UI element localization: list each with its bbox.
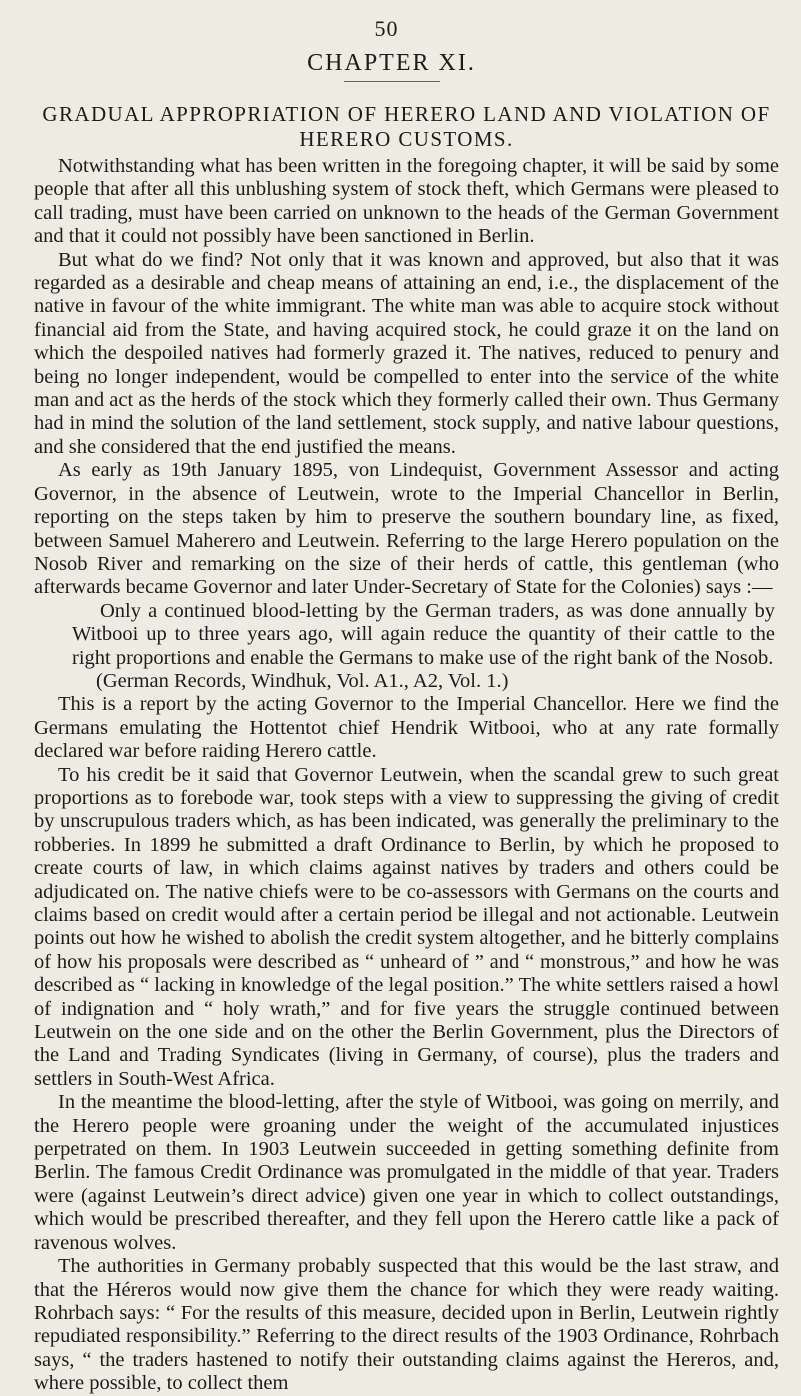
paragraph: In the meantime the blood-letting, after the style of Witbooi, was going on merrily, and the Herero people were groaning under the weight of the accumulated injustices perpetrated on them. In 1903 Leutwein succeeded in getting something definite from Berlin. The famous Credit Ordinance was promulgated in the middle of that year. Traders were (against Leutwein’s direct advice) given one year in which to collect outstandings, which would be prescribed thereafter, and they fell upon the Herero cattle like a pack of ravenous wolves.	[34, 1091, 779, 1254]
paragraph: The authorities in Germany probably suspected that this would be the last straw, and that the Héreros would now give them the chance for which they were ready waiting. Rohrbach says: “ For the results of this measure, decided upon in Berlin, Leutwein rightly repudiated responsibility.” Referring to the direct results of the 1903 Ordinance, Rohrbach says, “ the traders hastened to notify their outstanding claims against the Hereros, and, where possible, to collect them	[34, 1255, 779, 1395]
quote-citation: (German Records, Windhuk, Vol. A1., A2, Vol. 1.)	[96, 669, 509, 692]
paragraph: This is a report by the acting Governor to the Imperial Chancellor. Here we find the Germans emulating the Hottentot chief Hendrik Witbooi, who at any rate formally declared war before raiding Herero cattle.	[34, 693, 779, 763]
block-quote	[34, 600, 779, 670]
body-text	[34, 155, 779, 1396]
paragraph: As early as 19th January 1895, von Lindequist, Government Assessor and acting Governor, in the absence of Leutwein, wrote to the Imperial Chancellor in Berlin, reporting on the steps taken by him to preserve the southern boundary line, as fixed, between Samuel Maherero and Leutwein. Referring to the large Herero population on the Nosob River and remarking on the size of their herds of cattle, this gentleman (who afterwards became Governor and later Under-Secretary of State for the Colonies) says :—	[34, 459, 779, 599]
chapter-heading: CHAPTER XI.	[307, 50, 476, 76]
paragraph: Notwithstanding what has been written in the foregoing chapter, it will be said by some people that after all this unblushing system of stock theft, which Germans were pleased to call trading, must have been carried on unknown to the heads of the German Government and that it could not possibly have been sanctioned in Berlin.	[34, 155, 779, 248]
page-number: 50	[374, 16, 399, 41]
paragraph: To his credit be it said that Governor Leutwein, when the scandal grew to such great proportions as to forebode war, took steps with a view to suppressing the giving of credit by unscrupulous traders which, as has been indicated, was generally the preliminary to the robberies. In 1899 he submitted a draft Ordinance to Berlin, by which he proposed to create courts of law, in which claims against natives by traders and others could be adjudicated on. The native chiefs were to be co-assessors with Germans on the courts and claims based on credit would after a certain period be illegal and not actionable. Leutwein points out how he wished to abolish the credit system altogether, and he bitterly complains of how his proposals were described as “ unheard of ” and “ monstrous,” and how he was described as “ lacking in knowledge of the legal position.” The white settlers raised a howl of indignation and “ holy wrath,” and for five years the struggle continued between Leutwein on the one side and on the other the Berlin Government, plus the Directors of the Land and Trading Syndicates (living in Germany, of course), plus the traders and settlers in South-West Africa.	[34, 763, 779, 1090]
quote-text: Only a continued blood-letting by the German traders, as was done annually by Witbooi up to three years ago, will again reduce the quantity of their cattle to the right proportions and enable the Germans to make use of the right bank of the Nosob.	[72, 599, 775, 669]
paragraph: But what do we find? Not only that it was known and approved, but also that it was regarded as a desirable and cheap means of attaining an end, i.e., the displacement of the native in favour of the white immigrant. The white man was able to acquire stock without financial aid from the State, and having acquired stock, he could graze it on the land on which the despoiled natives had formerly grazed it. The natives, reduced to penury and being no longer independent, would be compelled to enter into the service of the white man and act as the herds of the stock which they formerly called their own. Thus Germany had in mind the solution of the land settlement, stock supply, and native labour questions, and she considered that the end justified the means.	[34, 248, 779, 458]
heading-rule	[344, 81, 440, 82]
chapter-title: GRADUAL APPROPRIATION OF HERERO LAND AND VIOLATION OF HERERO CUSTOMS.	[42, 102, 771, 151]
